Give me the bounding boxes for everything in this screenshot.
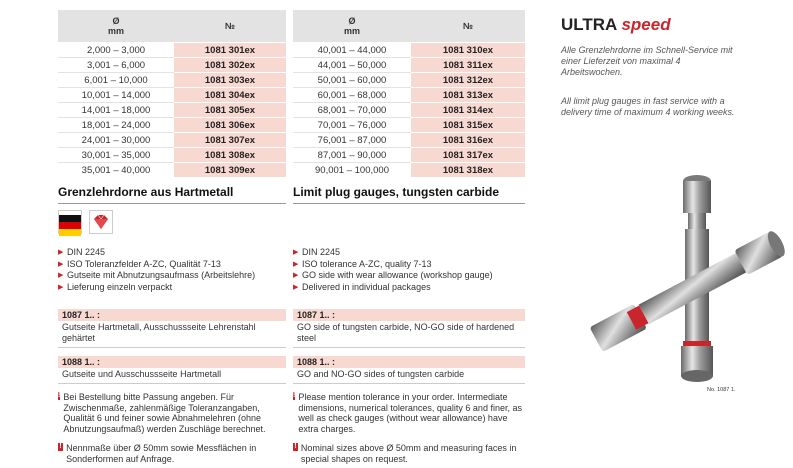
article-number-cell: 1081 303ex	[174, 73, 286, 88]
table-row	[293, 103, 525, 118]
feature-item: ▶ Lieferung einzeln verpackt	[58, 281, 173, 292]
article-number-cell: 1081 316ex	[411, 133, 525, 148]
table-row	[293, 118, 525, 133]
section-title-de: Grenzlehrdorne aus Hartmetall	[58, 185, 234, 199]
article-number-cell: 1081 318ex	[411, 163, 525, 178]
article-number-cell: 1081 301ex	[174, 43, 286, 58]
diameter-range-cell: 87,001 – 90,000	[293, 148, 411, 163]
table-row	[293, 163, 525, 178]
service-note-de: Alle Grenzlehrdorne im Schnell-Service mit einer Lieferzeit von maximal 4 Arbeitswochen.	[561, 45, 733, 77]
article-number-cell: 1081 313ex	[411, 88, 525, 103]
diameter-range-cell: 10,001 – 14,000	[58, 88, 174, 103]
table-row	[293, 148, 525, 163]
diameter-range-cell: 2,000 – 3,000	[58, 43, 174, 58]
divider	[293, 347, 525, 348]
article-number-cell: 1081 311ex	[411, 58, 525, 73]
diameter-header: Ø mm	[293, 10, 411, 43]
brand-speed: speed	[621, 15, 671, 34]
diameter-range-cell: 68,001 – 70,000	[293, 103, 411, 118]
brand-ultra: ULTRA	[561, 15, 617, 34]
warning-icon: !	[58, 392, 61, 399]
article-number-cell: 1081 305ex	[174, 103, 286, 118]
diameter-range-cell: 35,001 – 40,000	[81, 164, 151, 176]
feature-item: ▶ GO side with wear allowance (workshop gauge)	[293, 270, 493, 280]
feature-item: ▶ ISO tolerance A-ZC, quality 7-13	[293, 258, 432, 269]
plug-gauge-illustration	[545, 165, 785, 465]
brand-logo	[561, 15, 671, 35]
table-row	[58, 118, 286, 133]
article-number-cell: 1081 306ex	[174, 118, 286, 133]
divider	[58, 383, 286, 384]
special-note-en: ! Nominal sizes above Ø 50mm and measuring faces in special shapes on request.	[294, 443, 517, 464]
diameter-range-cell: 70,001 – 76,000	[293, 118, 411, 133]
divider	[293, 203, 525, 204]
article-number-cell: 1081 317ex	[411, 148, 525, 163]
article-number-cell: 1081 310ex	[411, 43, 525, 58]
diameter-range-cell: 6,001 – 10,000	[58, 73, 174, 88]
diameter-range-cell: 60,001 – 68,000	[293, 88, 411, 103]
order-note-de: ! Bei Bestellung bitte Passung angeben. Für Zwischenmaße, zahlenmäßige Toleranzangaben, Qualität 6 und feiner sowie Abnahmelehren (ohne Abnutzungsaufmaß) werden Zuschläge berechnet.	[58, 392, 266, 434]
article-desc-en: GO and NO-GO sides of tungsten carbide	[297, 369, 465, 379]
number-header: №	[174, 10, 286, 43]
article-number-cell: 1081 315ex	[411, 118, 525, 133]
article-band-10871-de: 1087 1.. :	[58, 309, 286, 321]
section-title-en: Limit plug gauges, tungsten carbide	[293, 185, 500, 199]
table-row	[58, 43, 286, 58]
article-number-cell: 1081 304ex	[174, 88, 286, 103]
table-row	[293, 133, 525, 148]
table-row	[58, 58, 286, 73]
article-number-cell: 1081 309ex	[174, 163, 286, 178]
divider	[58, 203, 286, 204]
feature-item: ▶ Gutseite mit Abnutzungsaufmass (Arbeitslehre)	[58, 270, 256, 280]
size-table-left	[58, 10, 286, 177]
table-row	[58, 73, 286, 88]
diameter-range-cell: 14,001 – 18,000	[58, 103, 174, 118]
article-number-cell: 1081 312ex	[411, 73, 525, 88]
table-row	[58, 88, 286, 103]
table-row	[293, 43, 525, 58]
special-note-de: ! Nennmaße über Ø 50mm sowie Messflächen in Sonderformen auf Anfrage.	[59, 443, 257, 464]
diameter-range-cell: 50,001 – 60,000	[293, 73, 411, 88]
order-note-en: ! Please mention tolerance in your order. Intermediate dimensions, numerical tolerances, quality 6 and finer, as well as check gauges (without wear allowance) have extra charges.	[293, 392, 522, 434]
table-row	[58, 103, 286, 118]
divider	[58, 347, 286, 348]
table-row	[58, 133, 286, 148]
table-row	[293, 73, 525, 88]
warning-icon: !	[294, 443, 297, 450]
article-number-cell: 1081 308ex	[174, 148, 286, 163]
table-row	[293, 58, 525, 73]
table-row	[293, 88, 525, 103]
divider	[293, 383, 525, 384]
diameter-range-cell: 30,001 – 35,000	[58, 148, 174, 163]
feature-item: ▶ ISO Toleranzfelder A-ZC, Qualität 7-13	[58, 258, 221, 269]
service-note-en: All limit plug gauges in fast service with a delivery time of maximum 4 working weeks.	[561, 96, 735, 117]
diameter-range-cell: 3,001 – 6,000	[58, 58, 174, 73]
article-desc-en: GO side of tungsten carbide, NO-GO side of hardened steel	[297, 322, 515, 343]
feature-item: ▶ DIN 2245	[58, 247, 106, 257]
article-band-10871-en: 1087 1.. :	[293, 309, 525, 321]
diameter-range-cell: 40,001 – 44,000	[293, 43, 411, 58]
article-band-10881-en: 1088 1.. :	[293, 356, 525, 368]
feature-list-en	[293, 247, 525, 293]
carbide-gem-icon	[89, 210, 113, 234]
image-caption: No. 1087 1.	[707, 387, 736, 393]
article-band-10881-de: 1088 1.. :	[58, 356, 286, 368]
warning-icon: !	[293, 392, 296, 399]
german-flag-icon	[58, 210, 82, 234]
diameter-range-cell: 76,001 – 87,000	[293, 133, 411, 148]
number-header: №	[411, 10, 525, 43]
warning-icon: !	[59, 443, 62, 450]
diameter-header: Ø mm	[58, 10, 174, 43]
article-desc-de: Gutseite Hartmetall, Ausschussseite Lehrenstahl gehärtet	[62, 322, 256, 343]
article-desc-de: Gutseite und Ausschussseite Hartmetall	[62, 369, 222, 379]
feature-item: ▶ Delivered in individual packages	[293, 281, 431, 292]
table-row	[58, 148, 286, 163]
diameter-range-cell: 90,001 – 100,000	[315, 164, 389, 176]
table-row	[58, 163, 286, 178]
diameter-range-cell: 24,001 – 30,000	[58, 133, 174, 148]
diameter-range-cell: 18,001 – 24,000	[58, 118, 174, 133]
feature-item: ▶ DIN 2245	[293, 247, 341, 257]
diameter-range-cell: 44,001 – 50,000	[293, 58, 411, 73]
article-number-cell: 1081 307ex	[174, 133, 286, 148]
article-number-cell: 1081 302ex	[174, 58, 286, 73]
feature-list-de	[58, 247, 288, 293]
size-table-right	[293, 10, 525, 177]
article-number-cell: 1081 314ex	[411, 103, 525, 118]
